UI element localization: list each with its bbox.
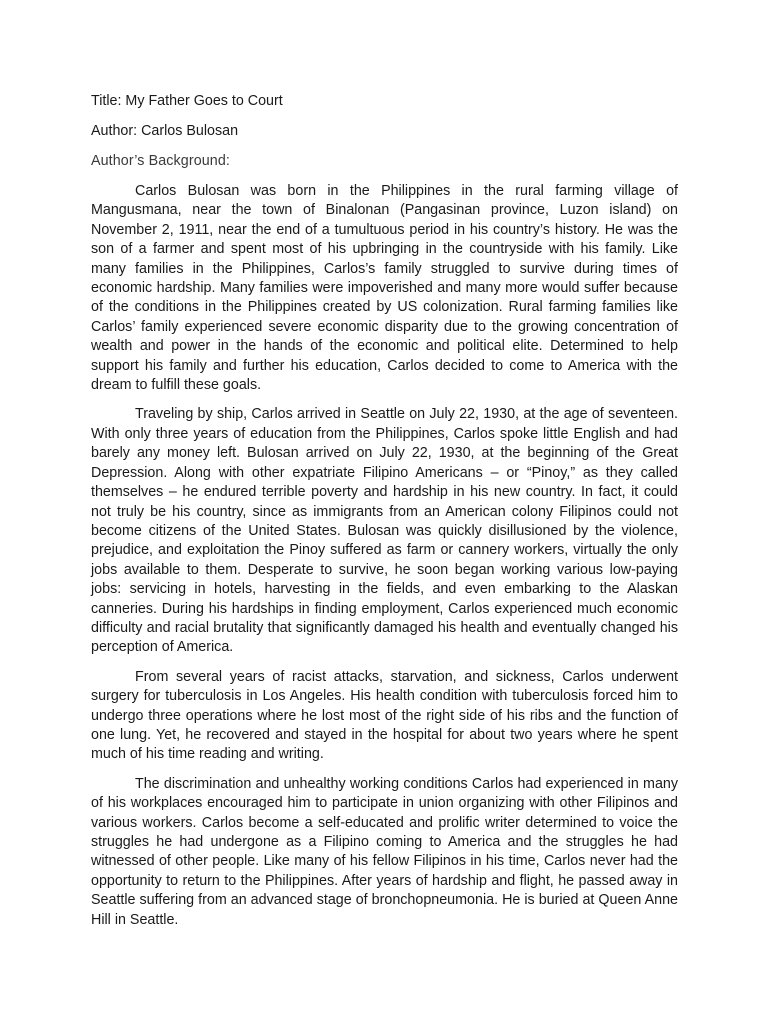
paragraph-early-life: Carlos Bulosan was born in the Philippines in the rural farming village of Mangusmana, near the town of Binalonan (Pangasinan province, Luzon island) on November 2, 1911, near the end of a tumultuous period in his country’s history. He was the son of a farmer and spent most of his upbringing in the countryside with his family. Like many families in the Philippines, Carlos’s family struggled to survive during times of economic hardship. Many families were impoverished and many more would suffer because of the conditions in the Philippines created by US colonization. Rural farming families like Carlos’ family experienced severe economic disparity due to the growing concentration of wealth and power in the hands of the economic and political elite. Determined to help support his family and further his education, Carlos decided to come to America with the dream to fulfill these goals. [91, 183, 678, 394]
title-line: Title: My Father Goes to Court [91, 93, 283, 109]
document-body [91, 92, 678, 940]
background-heading: Author’s Background: [91, 153, 230, 169]
paragraph-illness: From several years of racist attacks, starvation, and sickness, Carlos underwent surgery for tuberculosis in Los Angeles. His health condition with tuberculosis forced him to undergo three operations where he lost most of the right side of his ribs and the function of one lung. Yet, he recovered and stayed in the hospital for about two years where he spent much of his time reading and writing. [91, 668, 678, 763]
paragraph-arrival-america: Traveling by ship, Carlos arrived in Seattle on July 22, 1930, at the age of seventeen. With only three years of education from the Philippines, Carlos spoke little English and had barely any money left. Bulosan arrived on July 22, 1930, at the beginning of the Great Depression. Along with other expatriate Filipino Americans – or “Pinoy,” as they called themselves – he endured terrible poverty and hardship in his new country. In fact, it could not truly be his country, since as immigrants from an American colony Filipinos could not become citizens of the United States. Bulosan was quickly disillusioned by the violence, prejudice, and exploitation the Pinoy suffered as farm or cannery workers, virtually the only jobs available to them. Desperate to survive, he soon began working various low-paying jobs: servicing in hotels, harvesting in the fields, and even embarking to the Alaskan canneries. During his hardships in finding employment, Carlos experienced much economic difficulty and racial brutality that significantly damaged his health and eventually changed his perception of America. [91, 406, 678, 656]
paragraph-later-life: The discrimination and unhealthy working conditions Carlos had experienced in many of his workplaces encouraged him to participate in union organizing with other Filipinos and various workers. Carlos become a self-educated and prolific writer determined to voice the struggles he had undergone as a Filipino coming to America and the struggles he had witnessed of other people. Like many of his fellow Filipinos in his time, Carlos never had the opportunity to return to the Philippines. After years of hardship and flight, he passed away in Seattle suffering from an advanced stage of bronchopneumonia. He is buried at Queen Anne Hill in Seattle. [91, 775, 678, 928]
author-line: Author: Carlos Bulosan [91, 123, 239, 139]
